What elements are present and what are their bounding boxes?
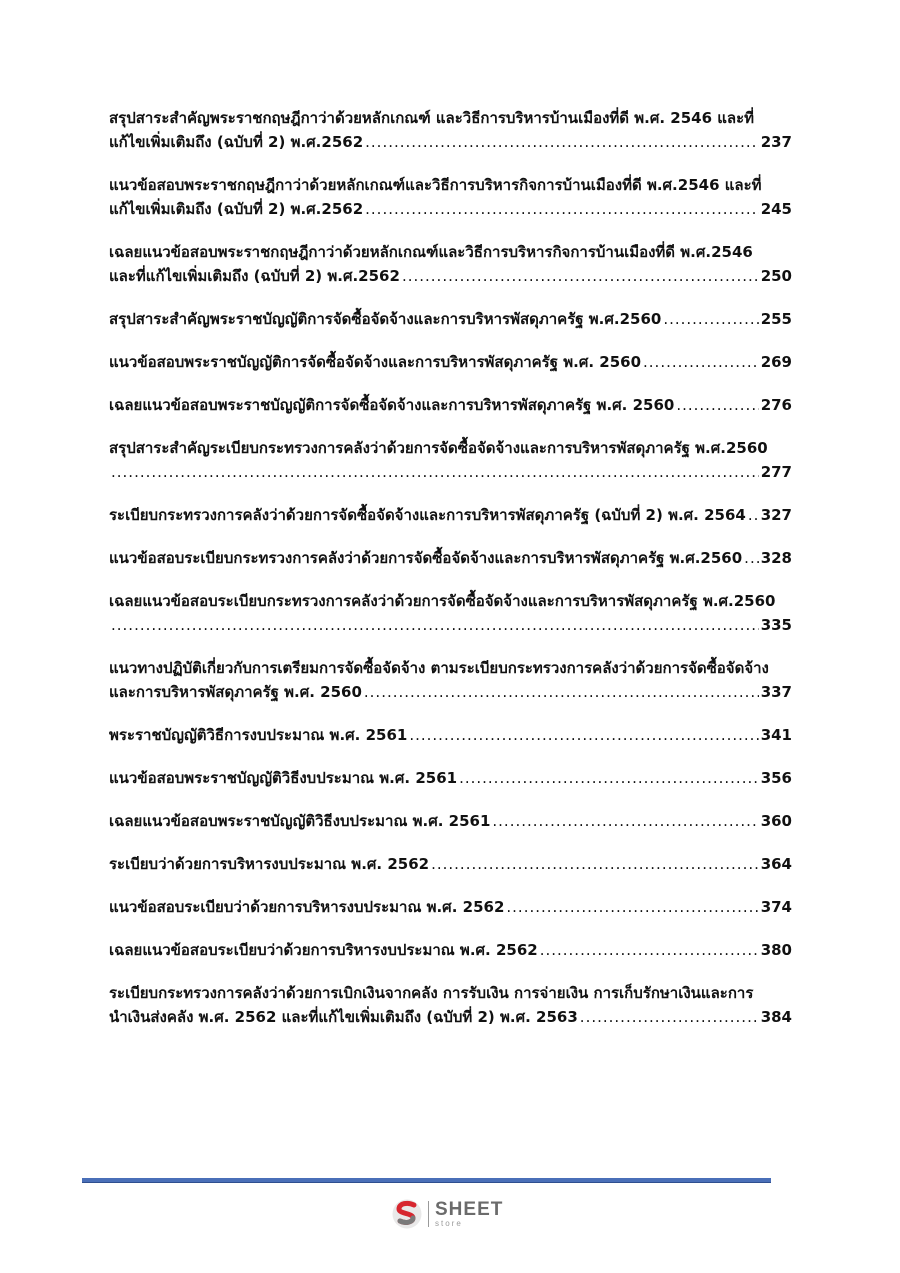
- page-number: 341: [760, 726, 792, 744]
- toc-entry-title: และที่แก้ไขเพิ่มเติมถึง (ฉบับที่ 2) พ.ศ.2562: [109, 267, 400, 285]
- dot-leader: [506, 895, 758, 919]
- toc-entry: [109, 766, 792, 790]
- toc-entry-title: สรุปสาระสำคัญพระราชบัญญัติการจัดซื้อจัดจ้างและการบริหารพัสดุภาครัฐ พ.ศ.2560: [109, 310, 662, 328]
- toc-entry: [109, 106, 792, 154]
- toc-entry-leader-line: [109, 307, 792, 331]
- toc-entry-title: แก้ไขเพิ่มเติมถึง (ฉบับที่ 2) พ.ศ.2562: [109, 133, 364, 151]
- toc-entry-leader-line: [109, 852, 792, 876]
- toc-entry-title-line: แนวข้อสอบพระราชกฤษฎีกาว่าด้วยหลักเกณฑ์และวิธีการบริหารกิจการบ้านเมืองที่ดี พ.ศ.2546 และที่: [109, 176, 762, 194]
- dot-leader: [365, 197, 759, 221]
- sheet-store-s-icon: [392, 1198, 422, 1230]
- page-number: 276: [760, 396, 792, 414]
- page-number: 269: [760, 353, 792, 371]
- toc-entry: [109, 589, 792, 637]
- toc-entry-title: เฉลยแนวข้อสอบพระราชบัญญัติการจัดซื้อจัดจ้างและการบริหารพัสดุภาครัฐ พ.ศ. 2560: [109, 396, 675, 414]
- dot-leader: [402, 264, 759, 288]
- toc-entry-title: แก้ไขเพิ่มเติมถึง (ฉบับที่ 2) พ.ศ.2562: [109, 200, 364, 218]
- toc-entry-leader-line: [109, 460, 792, 484]
- dot-leader: [580, 1005, 759, 1029]
- toc-entry-title: แนวข้อสอบพระราชบัญญัติการจัดซื้อจัดจ้างและการบริหารพัสดุภาครัฐ พ.ศ. 2560: [109, 353, 642, 371]
- toc-entry: [109, 656, 792, 704]
- toc-entry: [109, 240, 792, 288]
- toc-entry: [109, 723, 792, 747]
- page-number: 384: [760, 1008, 792, 1026]
- toc-entry: [109, 173, 792, 221]
- toc-entry-leader-line: [109, 613, 792, 637]
- dot-leader: [492, 809, 758, 833]
- dot-leader: [676, 393, 758, 417]
- toc-entry: [109, 436, 792, 484]
- dot-leader: [409, 723, 758, 747]
- toc-entry: [109, 307, 792, 331]
- toc-entry-title-line: สรุปสาระสำคัญพระราชกฤษฎีกาว่าด้วยหลักเกณฑ์ และวิธีการบริหารบ้านเมืองที่ดี พ.ศ. 2546 และที่: [109, 109, 755, 127]
- toc-entry: [109, 895, 792, 919]
- page-number: 237: [760, 133, 792, 151]
- toc-entry-title: เฉลยแนวข้อสอบพระราชบัญญัติวิธีงบประมาณ พ.ศ. 2561: [109, 812, 491, 830]
- toc-entry-title: และการบริหารพัสดุภาครัฐ พ.ศ. 2560: [109, 683, 362, 701]
- page-number: 327: [760, 506, 792, 524]
- toc-entry-leader-line: [109, 130, 792, 154]
- toc-entry-title: แนวข้อสอบพระราชบัญญัติวิธีงบประมาณ พ.ศ. 2561: [109, 769, 458, 787]
- dot-leader: [111, 613, 759, 637]
- toc-entry-leader-line: [109, 197, 792, 221]
- toc-entry: [109, 546, 792, 570]
- dot-leader: [748, 503, 759, 527]
- toc-entry-leader-line: [109, 1005, 792, 1029]
- toc-entry-title: แนวข้อสอบระเบียบว่าด้วยการบริหารงบประมาณ พ.ศ. 2562: [109, 898, 505, 916]
- toc-entry-title: พระราชบัญญัติวิธีการงบประมาณ พ.ศ. 2561: [109, 726, 408, 744]
- dot-leader: [365, 130, 759, 154]
- toc-entry-leader-line: [109, 393, 792, 417]
- toc-entry-title-line: สรุปสาระสำคัญระเบียบกระทรวงการคลังว่าด้วยการจัดซื้อจัดจ้างและการบริหารพัสดุภาครัฐ พ.ศ.2560: [109, 439, 768, 457]
- toc-entry: [109, 981, 792, 1029]
- toc-entry-title-line: แนวทางปฏิบัติเกี่ยวกับการเตรียมการจัดซื้อจัดจ้าง ตามระเบียบกระทรวงการคลังว่าด้วยการจัดซื้อจัดจ้าง: [109, 659, 769, 677]
- toc-entry-leader-line: [109, 895, 792, 919]
- page-number: 360: [760, 812, 792, 830]
- toc-entry-title: ระเบียบกระทรวงการคลังว่าด้วยการจัดซื้อจัดจ้างและการบริหารพัสดุภาครัฐ (ฉบับที่ 2) พ.ศ. 2564: [109, 506, 746, 524]
- logo-subword: store: [435, 1219, 463, 1228]
- page-number: 245: [760, 200, 792, 218]
- page-number: 374: [760, 898, 792, 916]
- page-number: 250: [760, 267, 792, 285]
- logo-word: SHEET: [435, 1199, 504, 1220]
- toc-entry: [109, 393, 792, 417]
- toc-entry: [109, 503, 792, 527]
- page-number: 277: [760, 463, 792, 481]
- page-number: 335: [760, 616, 792, 634]
- logo-separator: [428, 1201, 429, 1227]
- footer-rule: [82, 1178, 771, 1183]
- dot-leader: [744, 546, 759, 570]
- toc-entry-title: เฉลยแนวข้อสอบระเบียบว่าด้วยการบริหารงบประมาณ พ.ศ. 2562: [109, 941, 538, 959]
- dot-leader: [663, 307, 758, 331]
- toc-entry: [109, 852, 792, 876]
- footer-logo: [392, 1196, 503, 1232]
- toc-entry: [109, 938, 792, 962]
- toc-entry-leader-line: [109, 766, 792, 790]
- dot-leader: [459, 766, 759, 790]
- dot-leader: [111, 460, 759, 484]
- dot-leader: [643, 350, 759, 374]
- toc-entry: [109, 350, 792, 374]
- toc-entry-leader-line: [109, 723, 792, 747]
- toc-entry-title: ระเบียบว่าด้วยการบริหารงบประมาณ พ.ศ. 2562: [109, 855, 430, 873]
- logo-text: [435, 1200, 503, 1228]
- toc-entry-leader-line: [109, 546, 792, 570]
- page-number: 337: [760, 683, 792, 701]
- toc-entry-leader-line: [109, 503, 792, 527]
- page-number: 380: [760, 941, 792, 959]
- toc-entry-leader-line: [109, 680, 792, 704]
- toc-entry: [109, 809, 792, 833]
- page-number: 328: [760, 549, 792, 567]
- toc-entry-leader-line: [109, 264, 792, 288]
- dot-leader: [540, 938, 759, 962]
- page-number: 356: [760, 769, 792, 787]
- page-number: 255: [760, 310, 792, 328]
- toc-entry-title-line: ระเบียบกระทรวงการคลังว่าด้วยการเบิกเงินจากคลัง การรับเงิน การจ่ายเงิน การเก็บรักษาเงินและการ: [109, 984, 754, 1002]
- page-number: 364: [760, 855, 792, 873]
- toc-entry-title-line: เฉลยแนวข้อสอบระเบียบกระทรวงการคลังว่าด้วยการจัดซื้อจัดจ้างและการบริหารพัสดุภาครัฐ พ.ศ.2560: [109, 592, 776, 610]
- dot-leader: [431, 852, 759, 876]
- toc-entry-title: นำเงินส่งคลัง พ.ศ. 2562 และที่แก้ไขเพิ่มเติมถึง (ฉบับที่ 2) พ.ศ. 2563: [109, 1008, 578, 1026]
- toc-entry-leader-line: [109, 938, 792, 962]
- toc-entry-title-line: เฉลยแนวข้อสอบพระราชกฤษฎีกาว่าด้วยหลักเกณฑ์และวิธีการบริหารกิจการบ้านเมืองที่ดี พ.ศ.2546: [109, 243, 753, 261]
- toc-entry-leader-line: [109, 350, 792, 374]
- dot-leader: [364, 680, 759, 704]
- table-of-contents: [109, 106, 792, 1048]
- toc-entry-leader-line: [109, 809, 792, 833]
- toc-entry-title: แนวข้อสอบระเบียบกระทรวงการคลังว่าด้วยการจัดซื้อจัดจ้างและการบริหารพัสดุภาครัฐ พ.ศ.2560: [109, 549, 743, 567]
